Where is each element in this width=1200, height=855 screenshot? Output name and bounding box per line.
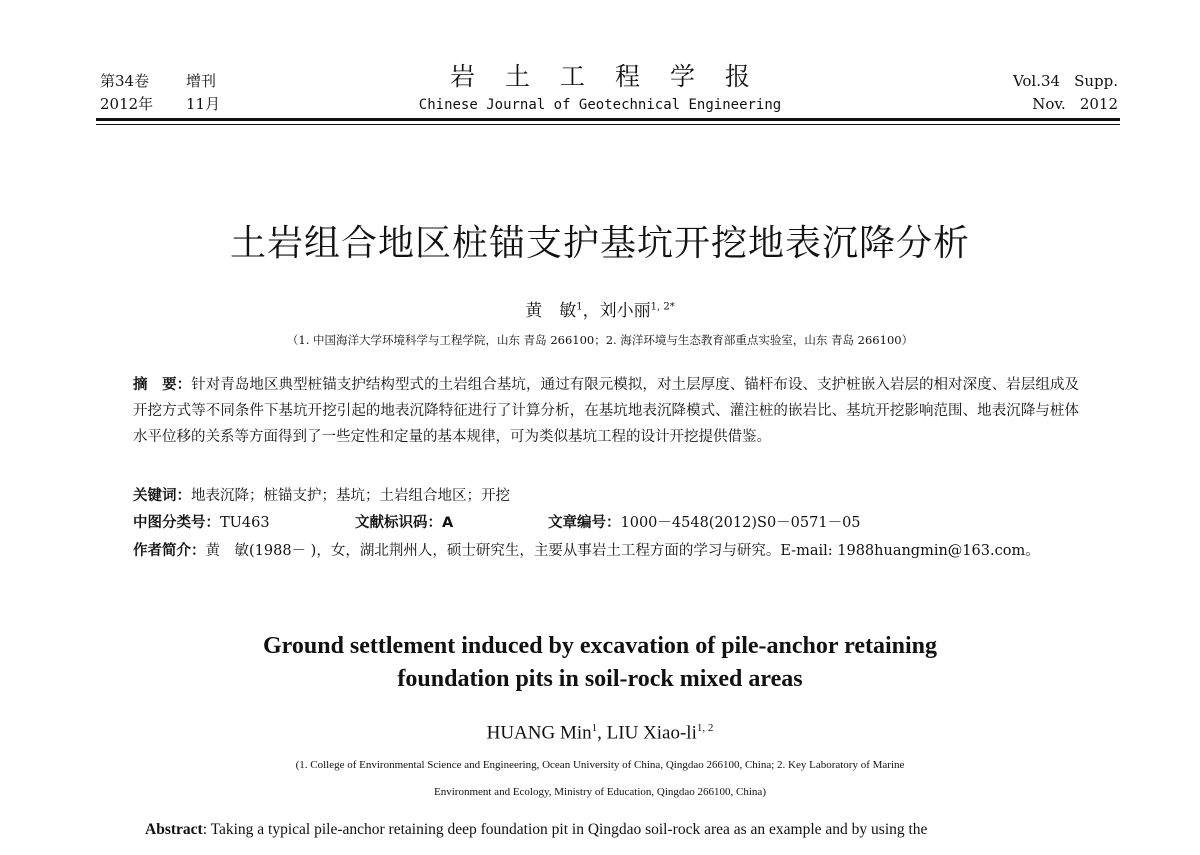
- article-number-label: 文章编号：: [548, 515, 621, 531]
- journal-title-cn: 岩土工程学报: [449, 62, 780, 91]
- bio-label: 作者简介：: [133, 543, 206, 559]
- keywords-text: 地表沉降；桩锚支护；基坑；土岩组合地区；开挖: [191, 488, 510, 504]
- issue-cn: 增刊: [186, 72, 217, 90]
- title-en-line2: foundation pits in soil-rock mixed areas: [397, 666, 803, 692]
- affiliation-en-line1: (1. College of Environmental Science and Engineering, Ocean University of China, Qingdao 266100, China; 2. Key Laboratory of Marine: [295, 759, 905, 771]
- affiliation-cn: （1. 中国海洋大学环境科学与工程学院，山东 青岛 266100；2. 海洋环境与生态教育部重点实验室，山东 青岛 266100）: [286, 333, 914, 347]
- header-rule-thick: [96, 118, 1120, 121]
- bio-text: 黄 敏(1988－ )，女，湖北荆州人，硕士研究生，主要从事岩土工程方面的学习与研究。E-mail: 1988huangmin@163.com。: [205, 543, 1040, 559]
- abstract-cn: [133, 372, 1079, 450]
- abstract-text-cn: 针对青岛地区典型桩锚支护结构型式的土岩组合基坑，通过有限元模拟，对土层厚度、锚杆布设、支护桩嵌入岩层的相对深度、岩层组成及开挖方式等不同条件下基坑开挖引起的地表沉降特征进行了计算分析，在基坑地表沉降模式、灌注桩的嵌岩比、基坑开挖影响范围、地表沉降与桩体水平位移的关系等方面得到了一些定性和定量的基本规律，可为类似基坑工程的设计开挖提供借鉴。: [133, 377, 1079, 445]
- author1-sup: 1: [576, 301, 583, 313]
- author2-sup: 1, 2*: [650, 301, 675, 313]
- header-volume-en-row: [1013, 70, 1118, 93]
- month-en: Nov.: [1032, 95, 1066, 113]
- author1-en-sup: 1: [591, 722, 598, 734]
- author2-en: LIU Xiao-li: [606, 722, 697, 744]
- header-date-en-row: [1013, 93, 1118, 116]
- author1-cn: 黄 敏: [525, 301, 577, 321]
- affiliation-en-line2: Environment and Ecology, Ministry of Education, Qingdao 266100, China): [434, 786, 766, 798]
- author-separator-cn: ，: [582, 301, 600, 321]
- month-cn: 11月: [186, 95, 221, 113]
- authors-en: [0, 722, 1200, 744]
- doc-code-label: 文献标识码：: [355, 515, 442, 531]
- author1-en: HUANG Min: [486, 722, 592, 744]
- issue-en: Supp.: [1074, 72, 1118, 90]
- clc-label: 中图分类号：: [133, 515, 220, 531]
- year-en: 2012: [1079, 95, 1118, 113]
- year-cn: 2012年: [100, 95, 154, 113]
- author-bio: [133, 538, 1079, 565]
- volume-en: Vol.34: [1012, 72, 1061, 90]
- clc-value: TU463: [220, 515, 270, 531]
- keywords-line: [133, 484, 510, 505]
- authors-cn: [0, 296, 1200, 321]
- author2-en-sup: 1, 2: [696, 722, 714, 734]
- article-title-en: [0, 630, 1200, 696]
- title-en-line1: Ground settlement induced by excavation of pile-anchor retaining: [262, 633, 937, 659]
- author2-cn: 刘小丽: [599, 301, 651, 321]
- abstract-label-en: Abstract: [145, 821, 203, 838]
- abstract-label-cn: 摘 要：: [133, 377, 192, 393]
- header-rule-thin: [96, 124, 1120, 125]
- journal-title-en: Chinese Journal of Geotechnical Engineering: [418, 97, 782, 113]
- article-number-value: 1000－4548(2012)S0－0571－05: [620, 515, 861, 531]
- volume-cn: 第34卷: [100, 72, 150, 90]
- article-title-cn: 土岩组合地区桩锚支护基坑开挖地表沉降分析: [229, 223, 970, 264]
- classification-line: [133, 511, 861, 532]
- author-separator-en: ,: [597, 722, 607, 744]
- keywords-label: 关键词：: [133, 488, 191, 504]
- affiliation-en: [0, 752, 1200, 806]
- doc-code-value: A: [442, 515, 454, 531]
- header-right: [1013, 70, 1118, 116]
- abstract-text-en: : Taking a typical pile-anchor retaining deep foundation pit in Qingdao soil-rock area as an example and by using the: [202, 821, 928, 838]
- abstract-en: [145, 815, 1081, 845]
